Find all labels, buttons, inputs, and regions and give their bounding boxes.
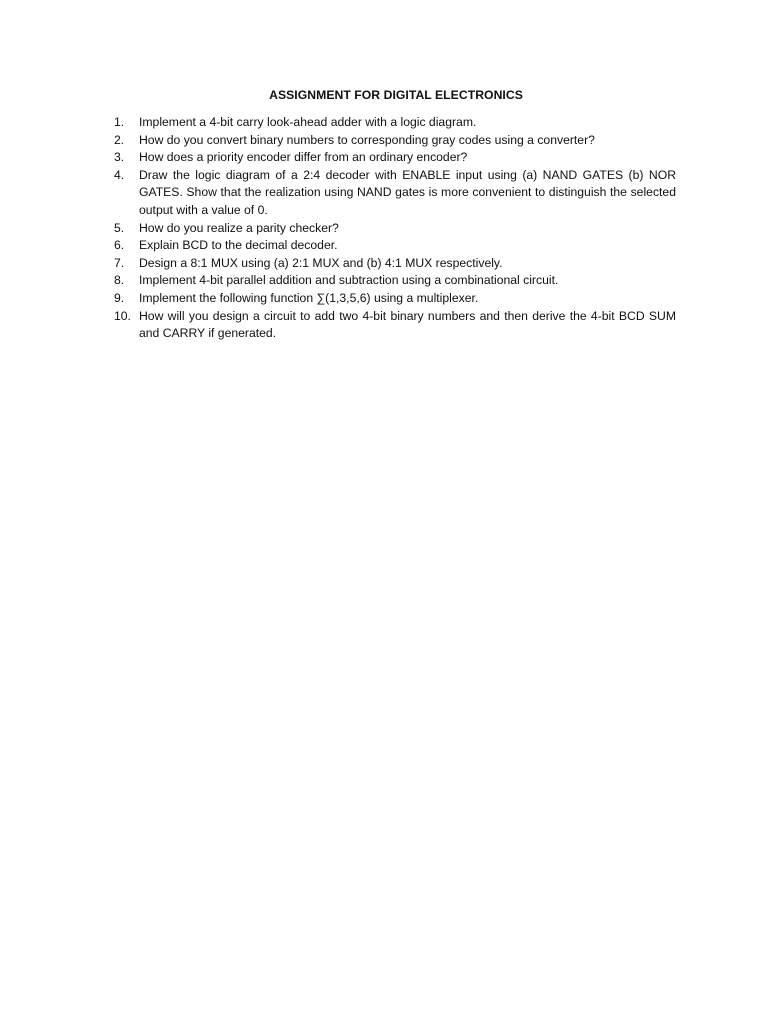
question-item [114,149,676,167]
question-number: 5. [114,220,125,235]
question-item [114,290,676,308]
question-item [114,237,676,255]
question-item [114,308,676,343]
question-text: Implement a 4-bit carry look-ahead adder with a logic diagram. [139,115,477,129]
question-text: How does a priority encoder differ from an ordinary encoder? [139,150,468,165]
question-list [114,114,676,343]
question-text: Implement 4-bit parallel addition and subtraction using a combinational circuit. [139,273,559,288]
question-item [114,114,676,132]
question-item [114,255,676,273]
question-number: 1. [114,115,125,129]
question-number: 3. [114,150,125,165]
question-item [114,167,676,220]
question-item [114,220,676,238]
question-number: 2. [114,132,125,147]
question-item [114,132,676,150]
question-number: 6. [114,238,125,253]
question-text: Implement the following function ∑(1,3,5,6) using a multiplexer. [139,290,479,305]
question-number: 10. [114,308,131,323]
question-text: Explain BCD to the decimal decoder. [139,238,338,253]
question-number: 8. [114,273,125,288]
question-text: How do you convert binary numbers to corresponding gray codes using a converter? [139,132,595,147]
document-title: ASSIGNMENT FOR DIGITAL ELECTRONICS [269,88,523,102]
question-text: Draw the logic diagram of a 2:4 decoder with ENABLE input using (a) NAND GATES (b) NOR GATES. Show that the realization using NAND gates is more convenient to distinguish the selected output with a value of 0. [139,167,676,217]
question-item [114,272,676,290]
question-number: 7. [114,255,125,270]
question-text: How will you design a circuit to add two 4-bit binary numbers and then derive the 4-bit BCD SUM and CARRY if generated. [139,308,676,341]
question-number: 9. [114,290,125,305]
question-number: 4. [114,167,125,182]
question-text: How do you realize a parity checker? [139,220,339,235]
question-text: Design a 8:1 MUX using (a) 2:1 MUX and (b) 4:1 MUX respectively. [139,255,503,270]
